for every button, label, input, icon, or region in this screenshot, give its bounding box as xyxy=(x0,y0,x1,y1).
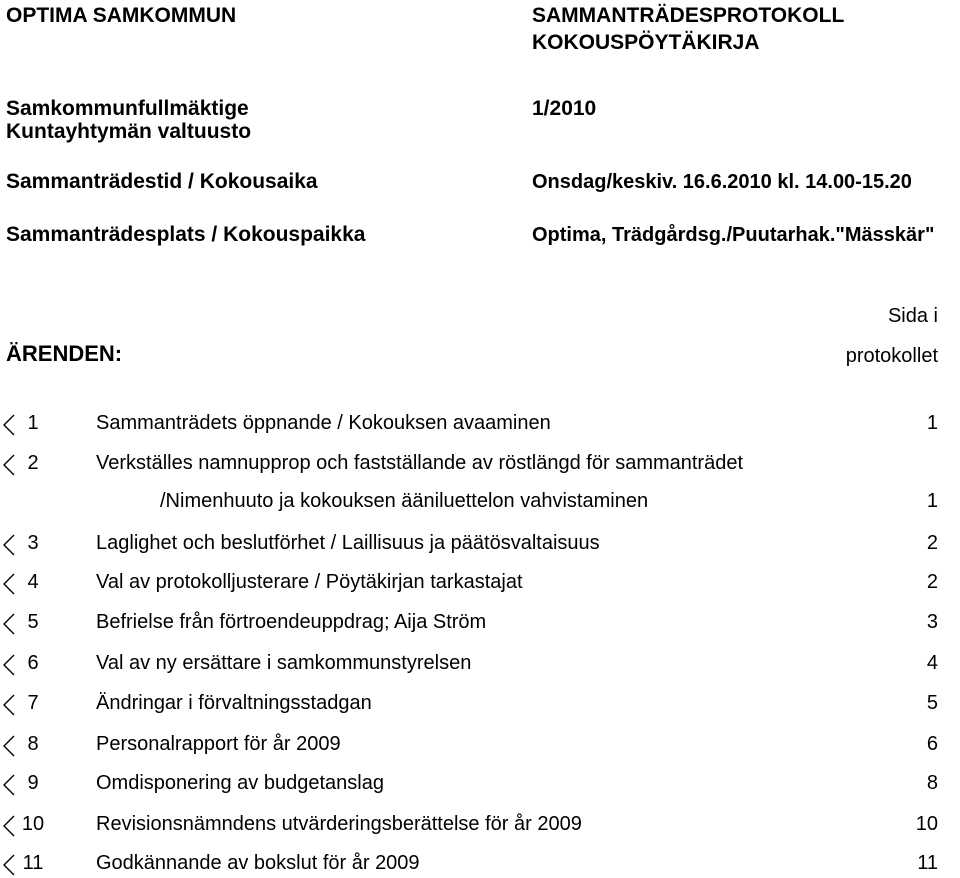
agenda-item-title-continuation: /Nimenhuuto ja kokouksen ääniluettelon vahvistaminen xyxy=(160,490,649,512)
agenda-item xyxy=(0,448,960,478)
agenda-item-title: Godkännande av bokslut för år 2009 xyxy=(96,852,420,874)
agenda-item xyxy=(0,809,960,839)
agenda-item-title: Verkställes namnupprop och fastställande av röstlängd för sammanträdet xyxy=(96,452,744,474)
agenda-item xyxy=(0,528,960,558)
item-marker-icon xyxy=(2,414,16,436)
agenda-item-number: 8 xyxy=(27,733,39,755)
agenda-item xyxy=(0,688,960,718)
doc-type-sv: SAMMANTRÄDESPROTOKOLL xyxy=(532,4,845,27)
item-marker-icon xyxy=(2,774,16,796)
item-marker-icon xyxy=(2,735,16,757)
agenda-item-number: 1 xyxy=(27,412,39,434)
agenda-item-number: 7 xyxy=(27,692,39,714)
session-number: 1/2010 xyxy=(532,97,597,120)
agenda-item-title: Ändringar i förvaltningsstadgan xyxy=(96,692,372,714)
agenda-item-page: 5 xyxy=(926,692,938,714)
agenda-item-page: 1 xyxy=(926,412,938,434)
agenda-item-page: 2 xyxy=(926,571,938,593)
agenda-item-page: 3 xyxy=(926,611,938,633)
org-name: OPTIMA SAMKOMMUN xyxy=(6,4,237,27)
agenda-item-title: Revisionsnämndens utvärderingsberättelse för år 2009 xyxy=(96,813,582,835)
agenda-item-title: Laglighet och beslutförhet / Laillisuus ja päätösvaltaisuus xyxy=(96,532,600,554)
meeting-place-value: Optima, Trädgårdsg./Puutarhak."Mässkär" xyxy=(532,224,935,246)
agenda-item-title: Val av ny ersättare i samkommunstyrelsen xyxy=(96,652,472,674)
agenda-item-page: 1 xyxy=(926,490,938,512)
agenda-item xyxy=(0,729,960,759)
agenda-item-number: 3 xyxy=(27,532,39,554)
meeting-time-label: Sammanträdestid / Kokousaika xyxy=(6,170,318,193)
agenda-item-page: 10 xyxy=(915,813,938,835)
agenda-item-page: 11 xyxy=(917,852,938,874)
agenda-item xyxy=(0,567,960,597)
agenda-item-number: 11 xyxy=(22,852,44,874)
body-name-sv: Samkommunfullmäktige xyxy=(6,97,249,120)
page-column-header-line1: Sida i xyxy=(887,305,938,327)
agenda-item-number: 9 xyxy=(27,772,39,794)
agenda-item-title: Val av protokolljusterare / Pöytäkirjan tarkastajat xyxy=(96,571,523,593)
agenda-item-number: 10 xyxy=(21,813,45,835)
item-marker-icon xyxy=(2,534,16,556)
agenda-item-number: 4 xyxy=(27,571,39,593)
agenda-item xyxy=(0,768,960,798)
agenda-item-page: 6 xyxy=(926,733,938,755)
item-marker-icon xyxy=(2,573,16,595)
agenda-item xyxy=(0,648,960,678)
item-marker-icon xyxy=(2,613,16,635)
doc-type-fi: KOKOUSPÖYTÄKIRJA xyxy=(532,31,760,54)
agenda-item-number: 6 xyxy=(27,652,39,674)
meeting-time-value: Onsdag/keskiv. 16.6.2010 kl. 14.00-15.20 xyxy=(532,171,912,193)
agenda-item xyxy=(0,408,960,438)
item-marker-icon xyxy=(2,694,16,716)
agenda-heading: ÄRENDEN: xyxy=(6,341,123,366)
agenda-item-title: Personalrapport för år 2009 xyxy=(96,733,341,755)
item-marker-icon xyxy=(2,854,16,876)
agenda-item-page: 8 xyxy=(926,772,938,794)
item-marker-icon xyxy=(2,654,16,676)
agenda-item-title: Befrielse från förtroendeuppdrag; Aija Ström xyxy=(96,611,487,633)
agenda-item-number: 5 xyxy=(27,611,39,633)
agenda-item-continuation xyxy=(0,486,960,516)
page-column-header-line2: protokollet xyxy=(845,345,938,367)
agenda-item xyxy=(0,607,960,637)
agenda-item-title: Sammanträdets öppnande / Kokouksen avaaminen xyxy=(96,412,551,434)
item-marker-icon xyxy=(2,815,16,837)
body-name-fi: Kuntayhtymän valtuusto xyxy=(6,120,252,143)
meeting-place-label: Sammanträdesplats / Kokouspaikka xyxy=(6,223,366,246)
agenda-item xyxy=(0,848,960,878)
agenda-item-number: 2 xyxy=(27,452,39,474)
item-marker-icon xyxy=(2,454,16,476)
agenda-item-page: 4 xyxy=(926,652,938,674)
agenda-item-title: Omdisponering av budgetanslag xyxy=(96,772,384,794)
agenda-item-page: 2 xyxy=(926,532,938,554)
